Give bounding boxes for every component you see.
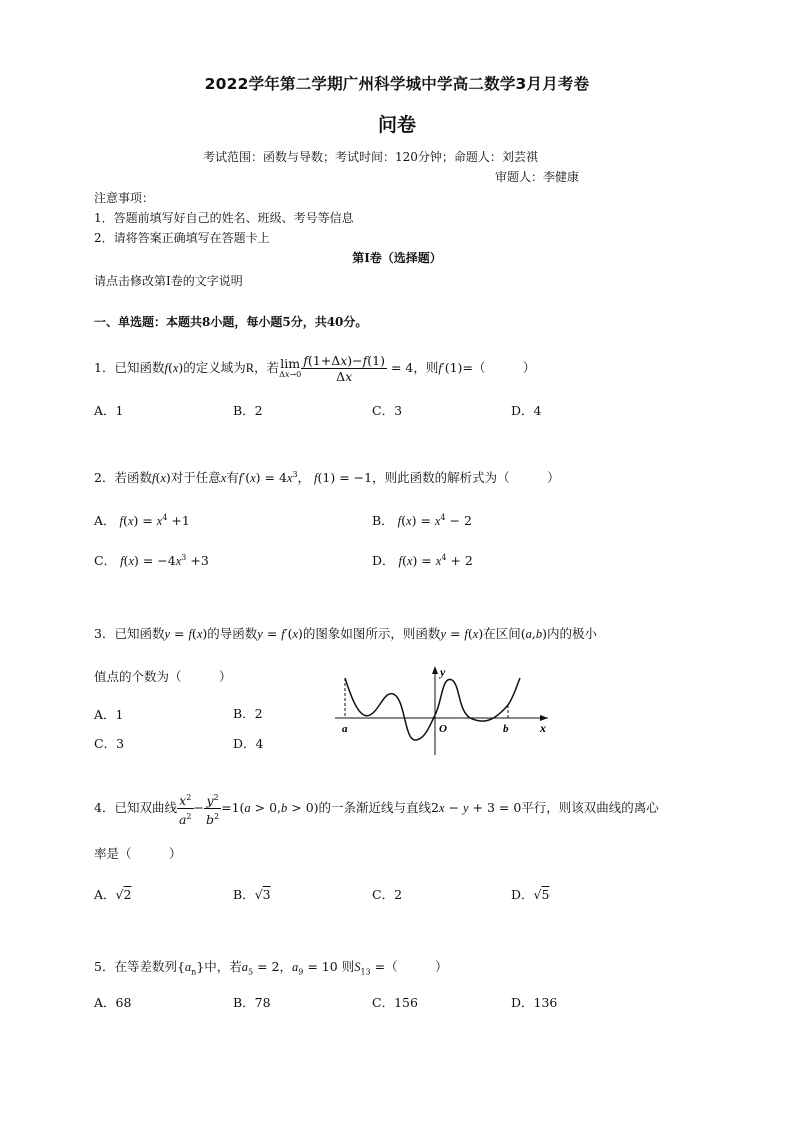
q3-mid2: 的图象如图所示，则函数 [302,626,441,641]
q4-frac-x: $\frac{x^2}{a^2}$ [177,790,194,827]
graph-label-a: a [342,723,348,735]
q3-mid3: 在区间 [483,626,521,641]
graph-label-o: O [439,723,447,735]
question-2-stem: 2．若函数f(x)对于任意x有$f'(x) = 4x^3$， f(1) = −1，则此函数的解析式为（ ） [94,469,560,485]
q3-option-c[interactable]: C．3 [94,736,125,751]
q3-tail: 内的极小 [547,626,598,641]
q2-prefix: 2．若函数 [94,470,152,485]
q2-option-c[interactable]: C． $f(x) = -4x^3 +3$ [94,552,209,568]
q5-sep: ， [279,959,293,974]
q1-option-b[interactable]: B．2 [233,403,263,418]
notice-heading: 注意事项： [94,191,155,205]
q5-option-d[interactable]: D．136 [511,995,558,1010]
q3-mid1: 的导函数 [207,626,258,641]
graph-label-y: y [440,665,446,679]
q4-prefix: 4．已知双曲线 [94,800,177,816]
q2-mid2: 有 [226,470,239,485]
q1-prefix: 1．已知函数 [94,360,165,375]
question-4-stem: 4．已知双曲线 $\frac{x^2}{a^2}$ − $\frac{y^2}{b^2}$ =1(a > 0,b > 0)的一条渐近线与直线2x − y + 3 = 0平行，则该双曲线的离心 [94,790,659,827]
q2-mid1: 对于任意 [170,470,221,485]
graph-label-x: x [540,721,546,735]
q3-option-a[interactable]: A．1 [94,707,124,722]
graph-label-b: b [503,723,509,735]
derivative-curve [345,678,520,740]
q4-frac-y: $\frac{y^2}{b^2}$ [204,790,221,827]
question-5-stem: 5．在等差数列$\{a_n\}$中，若$a_5 = 2$，$a_9 = 10$ 则$S_{13}$ =（ ） [94,959,448,977]
q1-option-c[interactable]: C．3 [372,403,403,418]
q3-derivative-graph [330,660,555,760]
exam-title: 2022学年第二学期广州科学城中学高二数学3月月考卷 [204,75,590,93]
volume-title: 第Ⅰ卷（选择题） [352,251,442,265]
q1-limit: lim Δx→0 [279,355,302,379]
q5-paren: =（ ） [374,959,448,974]
part-heading: 一、单选题：本题共8小题，每小题5分，共40分。 [94,315,368,329]
y-axis-arrow [432,666,438,674]
exam-info-line: 考试范围：函数与导数；考试时间：120分钟；命题人：刘芸祺 [203,150,538,164]
q2-option-d[interactable]: D． $f(x) = x^4 + 2$ [372,552,473,568]
q3-line2: 值点的个数为（ ） [94,669,232,684]
q1-tail: ，则 [413,360,439,375]
notice-item-2: 2．请将答案正确填写在答题卡上 [94,231,270,245]
q4-line2: 率是（ ） [94,846,182,861]
q4-option-c[interactable]: C．2 [372,887,403,902]
q5-option-b[interactable]: B．78 [233,995,271,1010]
q1-paren: =（ ） [462,360,536,375]
q1-mid2: ，若 [254,360,280,375]
q3-option-d[interactable]: D．4 [233,736,264,751]
q5-option-c[interactable]: C．156 [372,995,418,1010]
q3-prefix: 3．已知函数 [94,626,165,641]
volume-note: 请点击修改第Ⅰ卷的文字说明 [94,274,243,288]
q2-option-a[interactable]: A． $f(x) = x^4 +1$ [94,512,190,528]
q4-option-d[interactable]: D．√5 [511,887,550,902]
q1-mid1: 的定义域为 [183,360,246,375]
exam-subtitle: 问卷 [377,114,416,136]
q4-mid2: 平行，则该双曲线的离心 [521,800,659,816]
q1-option-a[interactable]: A．1 [94,403,124,418]
question-3-stem: 3．已知函数y = f(x)的导函数y = f′(x)的图象如图所示，则函数y = f(x)在区间(a,b)内的极小 [94,626,598,641]
q1-option-d[interactable]: D．4 [511,403,542,418]
notice-item-1: 1．答题前填写好自己的姓名、班级、考号等信息 [94,211,354,225]
q5-option-a[interactable]: A．68 [94,995,132,1010]
q2-option-b[interactable]: B． $f(x) = x^4 - 2$ [372,512,472,528]
q5-mid2: 则 [341,959,355,974]
question-1-stem: 1．已知函数f(x)的定义域为R，若lim Δx→0 $\frac{f(1+\Delta x)-f(1)}{\Delta x}$ = 4，则f′(1)=（ ） [94,353,536,384]
q5-prefix: 5．在等差数列 [94,959,177,974]
q2-mid3: ，则此函数的解析式为（ ） [372,470,560,485]
q4-option-b[interactable]: B．√3 [233,887,271,902]
q4-mid1: 的一条渐近线与直线 [318,800,432,816]
exam-reviewer: 审题人：李健康 [495,170,580,184]
q1-fx: f [164,361,168,375]
q5-mid1: 中，若 [204,959,242,974]
q4-option-a[interactable]: A．√2 [94,887,132,902]
q1-domain: R [245,361,255,375]
q1-fraction: $\frac{f(1+\Delta x)-f(1)}{\Delta x}$ [303,353,386,384]
q3-option-b[interactable]: B．2 [233,706,263,721]
